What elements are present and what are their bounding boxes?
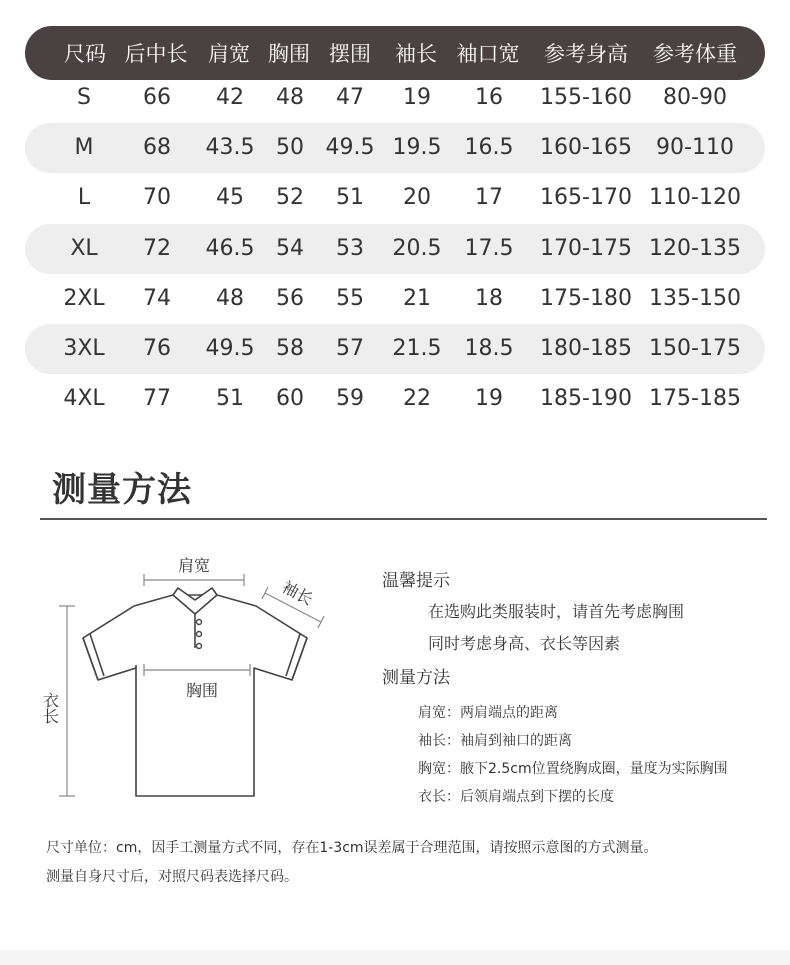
tips-line: 同时考虑身高、衣长等因素 — [428, 634, 621, 653]
cell-shoulder: 48 — [216, 286, 244, 311]
cell-ref-weight: 90-110 — [656, 135, 734, 160]
cell-chest: 56 — [276, 286, 304, 311]
cell-hem: 47 — [336, 85, 364, 110]
cell-shoulder: 45 — [216, 185, 244, 210]
shirt-buttons — [197, 620, 202, 649]
cell-shoulder: 42 — [216, 85, 244, 110]
section-title: 测量方法 — [52, 470, 192, 510]
cell-ref-height: 155-160 — [540, 85, 632, 110]
cell-hem: 59 — [336, 386, 364, 411]
tips-line: 在选购此类服装时，请首先考虑胸围 — [428, 602, 685, 621]
cell-ref-weight: 175-185 — [649, 386, 741, 411]
cell-cuff-width: 17 — [475, 185, 503, 210]
method-line: 胸宽：腋下2.5cm位置绕胸成圈，量度为实际胸围 — [418, 761, 728, 777]
cell-ref-height: 165-170 — [540, 185, 632, 210]
cell-back-length: 74 — [143, 286, 171, 311]
cell-sleeve-length: 21.5 — [392, 336, 442, 361]
cell-chest: 58 — [276, 336, 304, 361]
cell-ref-weight: 120-135 — [649, 236, 741, 261]
cell-chest: 54 — [276, 236, 304, 261]
header-back-length: 后中长 — [124, 42, 188, 66]
cell-cuff-width: 18.5 — [464, 336, 514, 361]
cell-sleeve-length: 21 — [403, 286, 431, 311]
cell-cuff-width: 19 — [475, 386, 503, 411]
length-label: 衣长 — [40, 692, 60, 724]
cell-hem: 55 — [336, 286, 364, 311]
cell-hem: 51 — [336, 185, 364, 210]
cell-shoulder: 49.5 — [205, 336, 255, 361]
footnote: 尺寸单位：cm，因手工测量方式不同，存在1-3cm误差属于合理范围，请按照示意图的方式测量。 — [46, 840, 658, 856]
cell-ref-height: 160-165 — [540, 135, 632, 160]
cell-size: XL — [70, 236, 98, 261]
shoulder-measure-line — [144, 574, 244, 586]
cell-shoulder: 51 — [216, 386, 244, 411]
chest-label: 胸围 — [185, 681, 219, 700]
header-chest: 胸围 — [268, 42, 310, 66]
cell-shoulder: 46.5 — [205, 236, 255, 261]
cell-size: S — [77, 85, 91, 110]
cell-chest: 50 — [276, 135, 304, 160]
table-header — [25, 26, 765, 80]
cell-cuff-width: 16.5 — [464, 135, 514, 160]
section-divider — [40, 518, 767, 520]
cell-sleeve-length: 19.5 — [392, 135, 442, 160]
cell-size: L — [77, 185, 91, 210]
cell-shoulder: 43.5 — [205, 135, 255, 160]
header-hem: 摆围 — [329, 42, 371, 66]
method-line: 袖长：袖肩到袖口的距离 — [418, 733, 572, 749]
method-line: 衣长：后领肩端点到下摆的长度 — [418, 789, 614, 805]
cell-size: 3XL — [63, 336, 105, 361]
cell-sleeve-length: 22 — [403, 386, 431, 411]
cell-sleeve-length: 19 — [403, 85, 431, 110]
cell-back-length: 76 — [143, 336, 171, 361]
header-ref-weight: 参考体重 — [653, 42, 737, 66]
cell-sleeve-length: 20.5 — [392, 236, 442, 261]
header-ref-height: 参考身高 — [544, 42, 628, 66]
cell-cuff-width: 17.5 — [464, 236, 514, 261]
cell-chest: 52 — [276, 185, 304, 210]
cell-ref-height: 175-180 — [540, 286, 632, 311]
length-measure-line — [59, 606, 75, 796]
method-line: 肩宽：两肩端点的距离 — [418, 705, 558, 721]
cell-back-length: 68 — [143, 135, 171, 160]
method-title: 测量方法 — [382, 668, 450, 688]
header-shoulder: 肩宽 — [208, 42, 250, 66]
tips-title: 温馨提示 — [382, 571, 450, 591]
cell-ref-height: 170-175 — [540, 236, 632, 261]
cell-back-length: 77 — [143, 386, 171, 411]
bottom-strip — [0, 950, 790, 965]
footnote: 测量自身尺寸后，对照尺码表选择尺码。 — [46, 869, 298, 885]
shirt-diagram — [40, 540, 370, 810]
header-cuff-width: 袖口宽 — [456, 42, 520, 66]
shoulder-label: 肩宽 — [177, 556, 211, 575]
cell-hem: 57 — [336, 336, 364, 361]
cell-ref-weight: 135-150 — [649, 286, 741, 311]
cell-ref-weight: 110-120 — [649, 185, 741, 210]
cell-chest: 60 — [276, 386, 304, 411]
cell-cuff-width: 16 — [475, 85, 503, 110]
cell-ref-height: 185-190 — [540, 386, 632, 411]
cell-size: 2XL — [63, 286, 105, 311]
cell-sleeve-length: 20 — [403, 185, 431, 210]
cell-ref-height: 180-185 — [540, 336, 632, 361]
cell-ref-weight: 150-175 — [649, 336, 741, 361]
header-size: 尺码 — [64, 42, 106, 66]
cell-back-length: 72 — [143, 236, 171, 261]
cell-size: M — [74, 135, 94, 160]
cell-chest: 48 — [276, 85, 304, 110]
cell-back-length: 66 — [143, 85, 171, 110]
cell-cuff-width: 18 — [475, 286, 503, 311]
cell-back-length: 70 — [143, 185, 171, 210]
sleeve-label: 袖长 — [278, 577, 317, 610]
cell-ref-weight: 80-90 — [663, 85, 727, 110]
header-sleeve-length: 袖长 — [395, 42, 437, 66]
cell-hem: 53 — [336, 236, 364, 261]
cell-hem: 49.5 — [325, 135, 375, 160]
cell-size: 4XL — [63, 386, 105, 411]
